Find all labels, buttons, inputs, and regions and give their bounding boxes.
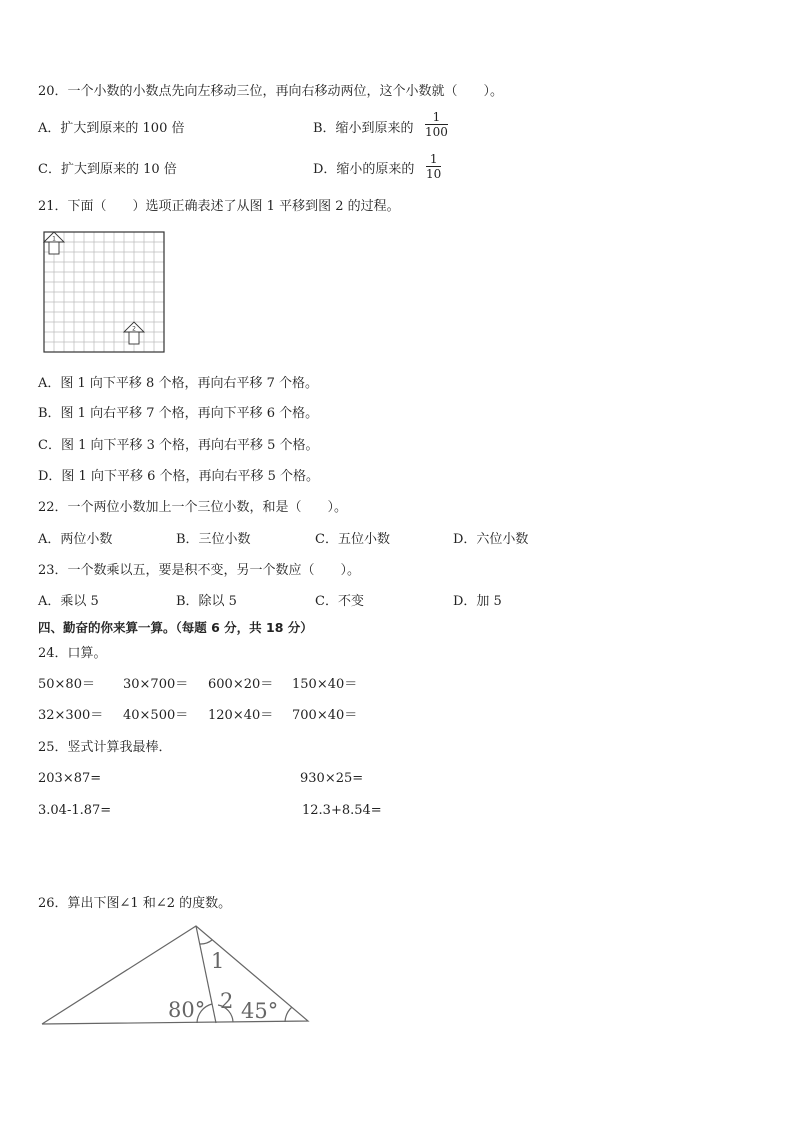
q25-item: 3.04-1.87= bbox=[38, 803, 112, 818]
q20-option-d-fraction bbox=[426, 152, 441, 181]
q22-stem: 22．一个两位小数加上一个三位小数，和是（ ）。 bbox=[38, 500, 348, 515]
angle-label-45: 45° bbox=[241, 999, 279, 1023]
house-figure-2-label: 2 bbox=[132, 325, 136, 333]
house-figure-2-body bbox=[129, 332, 139, 344]
translation-grid-figure bbox=[44, 232, 166, 354]
q24-item: 30×700＝ bbox=[123, 677, 189, 692]
q23-option-a[interactable]: A．乘以 5 bbox=[38, 594, 99, 609]
q25-stem: 25．竖式计算我最棒． bbox=[38, 740, 172, 755]
q22-option-d[interactable]: D．六位小数 bbox=[453, 532, 529, 547]
q21-option-c[interactable]: C．图 1 向下平移 3 个格，再向右平移 5 个格。 bbox=[38, 438, 319, 453]
q21-option-b[interactable]: B．图 1 向右平移 7 个格，再向下平移 6 个格。 bbox=[38, 406, 319, 421]
q20-option-c[interactable]: C．扩大到原来的 10 倍 bbox=[38, 162, 177, 177]
house-figure-1-body bbox=[49, 242, 59, 254]
q23-option-c[interactable]: C．不变 bbox=[315, 594, 364, 609]
q20-stem: 20．一个小数的小数点先向左移动三位，再向右移动两位，这个小数就（ ）。 bbox=[38, 84, 504, 99]
q20-option-b-fraction bbox=[425, 110, 448, 139]
q20-option-b[interactable]: B．缩小到原来的 bbox=[313, 121, 414, 136]
q20-option-a[interactable]: A．扩大到原来的 100 倍 bbox=[38, 121, 185, 136]
q21-stem: 21．下面（ ）选项正确表述了从图 1 平移到图 2 的过程。 bbox=[38, 199, 400, 214]
section-4-heading: 四、勤奋的你来算一算。（每题 6 分，共 18 分） bbox=[38, 620, 313, 635]
house-figure-1-label: 1 bbox=[52, 235, 56, 243]
angle-arc-1 bbox=[200, 940, 212, 944]
q24-item: 32×300＝ bbox=[38, 708, 104, 723]
q25-item: 930×25= bbox=[300, 771, 364, 786]
q21-option-a[interactable]: A．图 1 向下平移 8 个格，再向右平移 7 个格。 bbox=[38, 376, 318, 391]
q24-item: 600×20＝ bbox=[208, 677, 274, 692]
q22-option-c[interactable]: C．五位小数 bbox=[315, 532, 390, 547]
angle-label-80: 80° bbox=[168, 998, 206, 1022]
fraction-numerator: 1 bbox=[432, 110, 441, 124]
q25-item: 203×87= bbox=[38, 771, 102, 786]
angle-arc-80 bbox=[197, 1004, 212, 1023]
angle-label-2: 2 bbox=[220, 989, 234, 1013]
q25-item: 12.3+8.54= bbox=[302, 803, 382, 818]
q24-item: 700×40＝ bbox=[292, 708, 358, 723]
q24-item: 50×80＝ bbox=[38, 677, 95, 692]
q21-option-d[interactable]: D．图 1 向下平移 6 个格，再向右平移 5 个格。 bbox=[38, 469, 320, 484]
q26-stem: 26．算出下图∠1 和∠2 的度数。 bbox=[38, 896, 232, 911]
triangle-cevian bbox=[196, 926, 216, 1023]
fraction-denominator: 100 bbox=[425, 125, 448, 139]
q22-option-b[interactable]: B．三位小数 bbox=[176, 532, 251, 547]
angle-arc-45 bbox=[285, 1007, 292, 1022]
q24-item: 40×500＝ bbox=[123, 708, 189, 723]
q20-option-d[interactable]: D．缩小的原来的 bbox=[313, 162, 415, 177]
q24-item: 120×40＝ bbox=[208, 708, 274, 723]
fraction-numerator: 1 bbox=[429, 152, 438, 166]
q24-stem: 24．口算。 bbox=[38, 646, 107, 661]
q23-option-d[interactable]: D．加 5 bbox=[453, 594, 502, 609]
angle-label-1: 1 bbox=[211, 949, 225, 973]
fraction-denominator: 10 bbox=[426, 167, 442, 181]
triangle-outline bbox=[42, 926, 308, 1024]
q23-stem: 23．一个数乘以五，要是积不变，另一个数应（ ）。 bbox=[38, 563, 361, 578]
q24-item: 150×40＝ bbox=[292, 677, 358, 692]
q22-option-a[interactable]: A．两位小数 bbox=[38, 532, 113, 547]
angle-arc-2 bbox=[218, 1005, 233, 1022]
q23-option-b[interactable]: B．除以 5 bbox=[176, 594, 237, 609]
